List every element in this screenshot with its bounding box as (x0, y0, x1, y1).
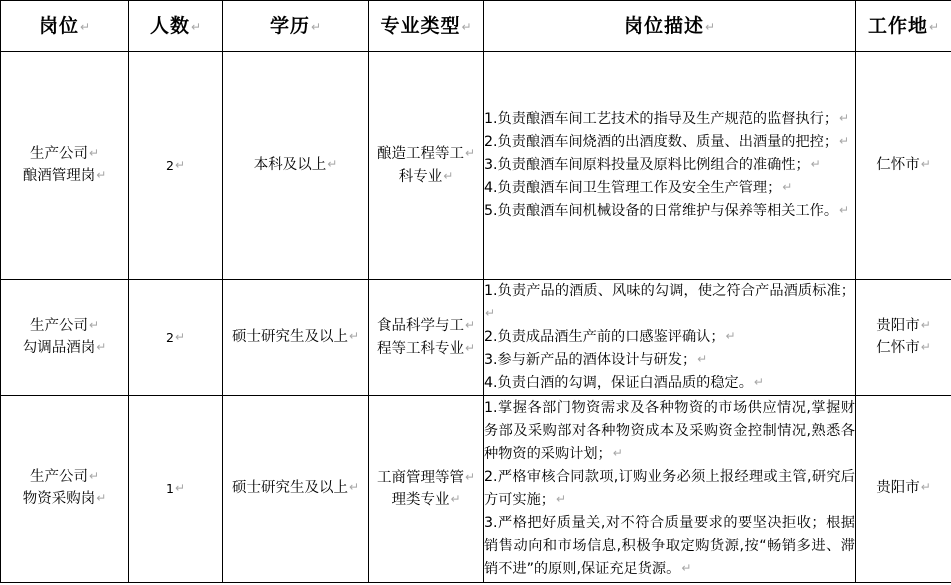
paragraph-mark-icon (190, 20, 201, 34)
paragraph-mark-icon (696, 352, 707, 366)
cell-description (484, 280, 856, 396)
paragraph-mark-icon (920, 318, 931, 332)
description-item-text: 1.负责产品的酒质、风味的勾调，使之符合产品酒质标准； (484, 283, 855, 299)
paragraph-mark-icon (838, 111, 849, 125)
cell-post-line (1, 467, 128, 489)
description-item-text: 1.掌握各部门物资需求及各种物资的市场供应情况,掌握财务部及采购部对各种物资成本及采购资金控制情况,熟悉各种物资的采购计划； (484, 400, 855, 462)
paragraph-mark-icon (310, 20, 321, 34)
description-item-text: 1.负责酿酒车间工艺技术的指导及生产规范的监督执行； (484, 111, 839, 127)
paragraph-mark-icon (464, 341, 475, 355)
column-header-label: 专业类型 (380, 14, 461, 37)
cell-post (1, 396, 129, 583)
cell-major-text: 科专业 (398, 168, 443, 185)
cell-education-text: 硕士研究生及以上 (231, 480, 348, 497)
cell-location (856, 396, 951, 583)
column-header-label: 人数 (149, 14, 190, 37)
description-item (484, 349, 855, 372)
paragraph-mark-icon (704, 20, 715, 34)
paragraph-mark-icon (174, 330, 185, 344)
column-header-label: 学历 (269, 14, 310, 37)
description-item (484, 372, 855, 395)
description-item (484, 154, 855, 177)
cell-post-text: 生产公司 (29, 145, 88, 162)
cell-major-line (369, 467, 483, 489)
paragraph-mark-icon (79, 20, 90, 34)
column-header-label: 工作地 (867, 14, 928, 37)
paragraph-mark-icon (326, 157, 337, 171)
description-item-text: 3.严格把好质量关,对不符合质量要求的要坚决拒收；根据销售动向和市场信息,积极争取定购货源,按“畅销多进、滞销不进”的原则,保证充足货源。 (484, 515, 855, 577)
paragraph-mark-icon (88, 469, 99, 483)
description-item-text: 3.负责酿酒车间原料投量及原料比例组合的准确性； (484, 157, 810, 173)
cell-education (223, 280, 369, 396)
table-row (1, 52, 951, 280)
paragraph-mark-icon (838, 203, 849, 217)
table-header-row (1, 1, 951, 52)
paragraph-mark-icon (484, 306, 495, 320)
description-item (484, 131, 855, 154)
paragraph-mark-icon (464, 146, 475, 160)
description-item-text: 4.负责酿酒车间卫生管理工作及安全生产管理； (484, 180, 782, 196)
cell-major-line (369, 338, 483, 360)
cell-location-line (856, 155, 951, 177)
cell-count-text: 1 (165, 481, 174, 497)
cell-post-text: 物资采购岗 (22, 491, 96, 507)
paragraph-mark-icon (680, 561, 691, 575)
cell-location-text: 贵阳市 (876, 317, 920, 334)
column-header-count (129, 1, 223, 52)
cell-major-text: 程等工科专业 (376, 340, 464, 357)
cell-location-line (856, 478, 951, 500)
cell-location-line (856, 338, 951, 360)
cell-education-text: 本科及以上 (253, 156, 327, 173)
description-item-text: 2.负责酿酒车间烧酒的出酒度数、质量、出酒量的把控； (484, 134, 839, 150)
paragraph-mark-icon (753, 375, 764, 389)
cell-location-line (856, 316, 951, 338)
cell-major-text: 工商管理等管 (376, 469, 464, 486)
cell-major-line (369, 489, 483, 511)
cell-major (369, 280, 484, 396)
cell-location-text: 仁怀市 (876, 339, 920, 356)
cell-post (1, 280, 129, 396)
description-item (484, 466, 855, 512)
paragraph-mark-icon (781, 180, 792, 194)
cell-post-line (1, 144, 128, 166)
description-item-text: 4.负责白酒的勾调，保证白酒品质的稳定。 (484, 375, 753, 391)
cell-location (856, 52, 951, 280)
column-header-loc (856, 1, 951, 52)
paragraph-mark-icon (348, 329, 359, 343)
cell-education (223, 52, 369, 280)
paragraph-mark-icon (88, 318, 99, 332)
cell-major-line (369, 315, 483, 337)
description-item (484, 512, 855, 581)
cell-count-text: 2 (165, 329, 174, 345)
paragraph-mark-icon (920, 157, 931, 171)
description-item (484, 200, 855, 223)
cell-education-text: 硕士研究生及以上 (231, 328, 348, 345)
paragraph-mark-icon (928, 20, 939, 34)
cell-education (223, 396, 369, 583)
description-item (484, 108, 855, 131)
description-item (484, 280, 855, 326)
paragraph-mark-icon (725, 329, 736, 343)
paragraph-mark-icon (449, 492, 460, 506)
paragraph-mark-icon (442, 169, 453, 183)
cell-post-line (1, 316, 128, 338)
cell-description (484, 52, 856, 280)
paragraph-mark-icon (348, 480, 359, 494)
cell-major (369, 396, 484, 583)
table-row (1, 280, 951, 396)
column-header-post (1, 1, 129, 52)
description-item (484, 177, 855, 200)
paragraph-mark-icon (95, 168, 106, 182)
cell-post-text: 生产公司 (29, 317, 88, 334)
cell-major-line (369, 143, 483, 165)
cell-count (129, 52, 223, 280)
description-item-text: 2.负责成品酒生产前的口感鉴评确认； (484, 329, 725, 345)
cell-count-text: 2 (165, 157, 174, 173)
cell-major-text: 理类专业 (391, 492, 450, 508)
cell-description (484, 396, 856, 583)
column-header-major (369, 1, 484, 52)
cell-count (129, 396, 223, 583)
cell-major-line (369, 166, 483, 188)
column-header-desc (484, 1, 856, 52)
cell-post-text: 生产公司 (29, 469, 88, 486)
paragraph-mark-icon (88, 146, 99, 160)
paragraph-mark-icon (460, 20, 471, 34)
cell-post-text: 酿酒管理岗 (22, 167, 96, 184)
cell-count (129, 280, 223, 396)
paragraph-mark-icon (920, 480, 931, 494)
cell-major (369, 52, 484, 280)
column-header-label: 岗位 (38, 14, 79, 37)
description-item (484, 326, 855, 349)
column-header-label: 岗位描述 (623, 14, 704, 37)
cell-post-text: 勾调品酒岗 (22, 339, 96, 356)
description-item (484, 397, 855, 466)
description-item-text: 3.参与新产品的酒体设计与研发； (484, 352, 697, 368)
table-row (1, 396, 951, 583)
cell-major-text: 酿造工程等工 (376, 146, 464, 163)
cell-post-line (1, 489, 128, 511)
cell-post-line (1, 166, 128, 188)
paragraph-mark-icon (174, 158, 185, 172)
paragraph-mark-icon (555, 492, 566, 506)
paragraph-mark-icon (464, 470, 475, 484)
description-item-text: 5.负责酿酒车间机械设备的日常维护与保养等相关工作。 (484, 203, 839, 219)
paragraph-mark-icon (838, 134, 849, 148)
paragraph-mark-icon (920, 340, 931, 354)
paragraph-mark-icon (95, 340, 106, 354)
paragraph-mark-icon (174, 481, 185, 495)
cell-location-text: 贵阳市 (876, 480, 920, 497)
cell-post-line (1, 338, 128, 360)
cell-location (856, 280, 951, 396)
column-header-edu (223, 1, 369, 52)
paragraph-mark-icon (95, 491, 106, 505)
description-item-text: 2.严格审核合同款项,订购业务必须上报经理或主管,研究后方可实施； (484, 469, 855, 508)
paragraph-mark-icon (612, 446, 623, 460)
cell-location-text: 仁怀市 (876, 156, 920, 173)
cell-major-text: 食品科学与工 (376, 318, 464, 335)
cell-post (1, 52, 129, 280)
paragraph-mark-icon (464, 318, 475, 332)
paragraph-mark-icon (810, 157, 821, 171)
